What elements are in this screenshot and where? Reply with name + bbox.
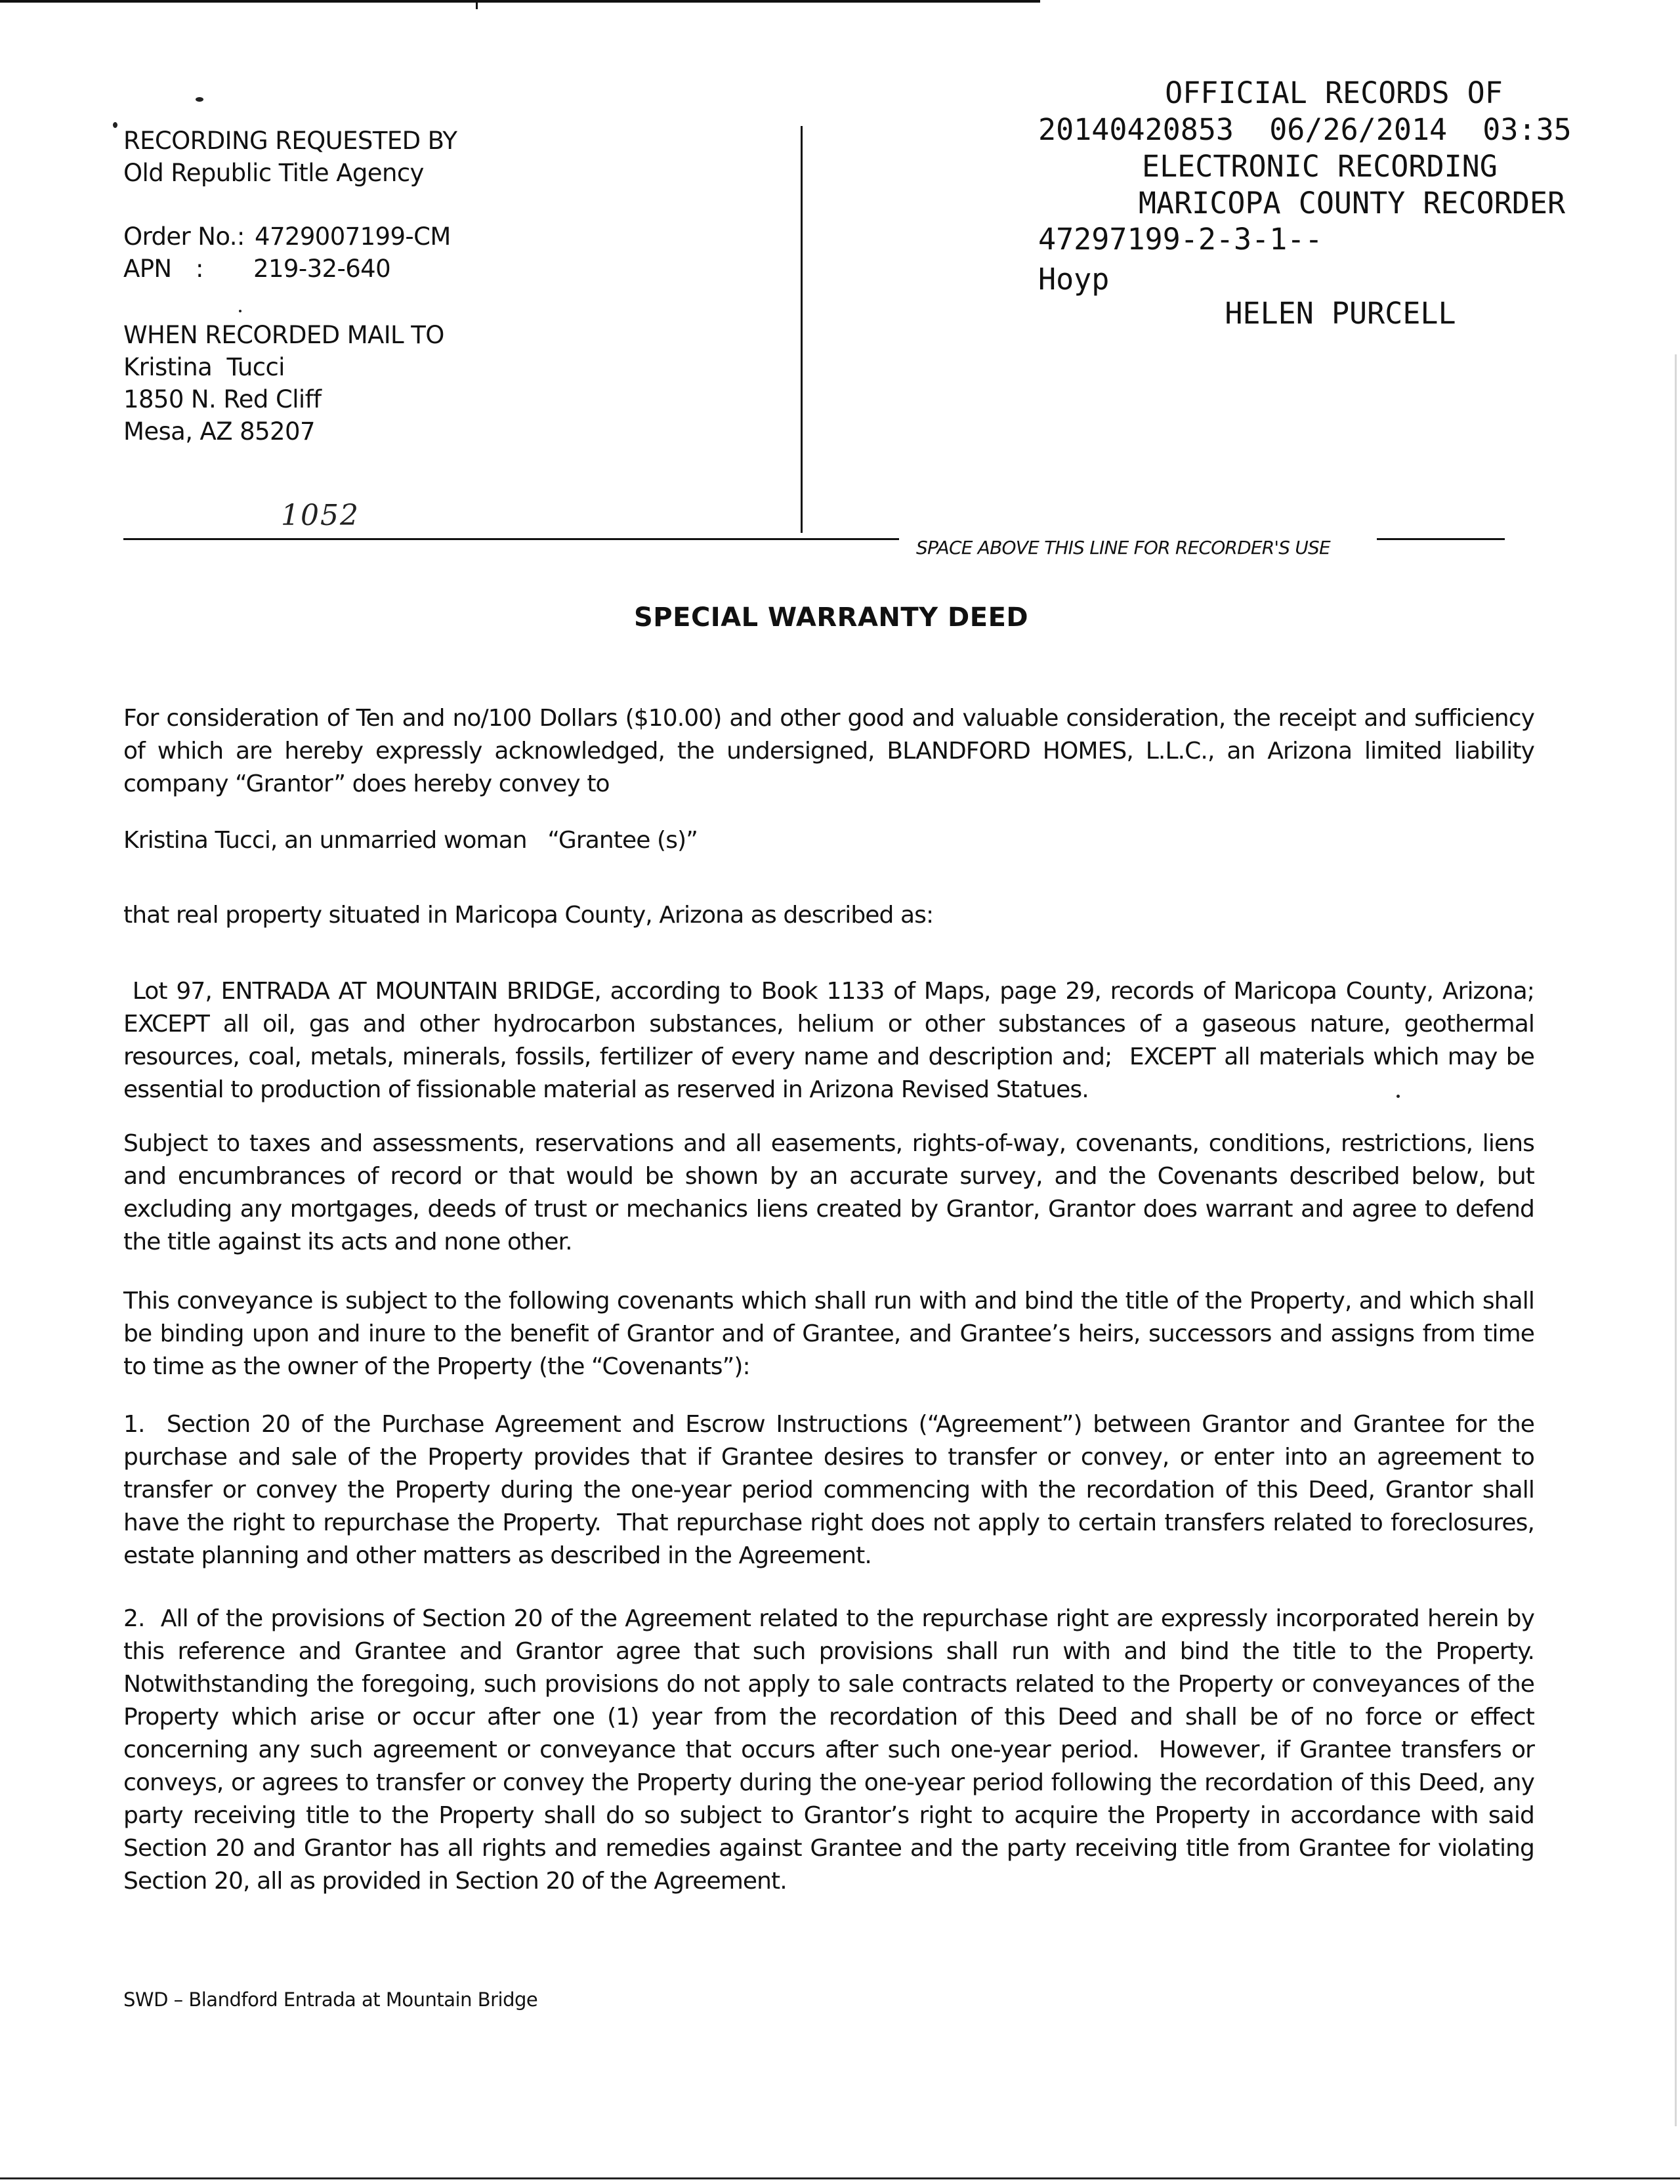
- mail-to-city: Mesa, AZ 85207: [123, 417, 315, 446]
- space-above-line-label: SPACE ABOVE THIS LINE FOR RECORDER'S USE: [916, 537, 1330, 558]
- scan-speck: [196, 97, 203, 102]
- scan-top-tick: [476, 0, 478, 9]
- mail-to-street: 1850 N. Red Cliff: [123, 385, 322, 413]
- recorder-line-left: [123, 538, 899, 540]
- recorder-stamp: [1037, 1, 1680, 369]
- recording-requested-by-label: RECORDING REQUESTED BY: [123, 127, 457, 155]
- apn-value: 219-32-640: [253, 255, 391, 283]
- apn-row: [123, 253, 780, 285]
- mail-to-label: WHEN RECORDED MAIL TO: [123, 321, 444, 349]
- order-number-label: Order No.:: [123, 222, 245, 251]
- stamp-official-records: OFFICIAL RECORDS OF: [1165, 75, 1503, 110]
- header-divider-vertical: [801, 126, 803, 533]
- order-number-row: [123, 220, 780, 253]
- order-number-value: 4729007199-CM: [255, 222, 451, 251]
- apn-label: APN: [123, 255, 172, 283]
- mail-to-name: Kristina Tucci: [123, 353, 285, 381]
- scan-top-border: [0, 0, 1040, 3]
- stamp-reference-number: 47297199-2-3-1--: [1038, 222, 1323, 257]
- recording-header: [123, 125, 780, 448]
- stamp-county-recorder: MARICOPA COUNTY RECORDER: [1138, 186, 1566, 220]
- covenant-section-2: 2. All of the provisions of Section 20 of the Agreement related to the repurchase right are expressly incorporated herein by this reference and Grantee and Grantor agree that such provisions shall run with and bind the title to the Property. Notwithstanding the foregoing, such provisions do not apply to sale contracts related to the Property or conveyances of the Property which arise or occur after one (1) year from the recordation of this Deed and shall be of no force or effect concerning any such agreement or conveyance that occurs after such one-year period. However, if Grantee transfers or conveys, or agrees to transfer or convey the Property during the one-year period following the recordation of this Deed, any party receiving title to the Property shall do so subject to Grantor’s right to acquire the Property in accordance with said Section 20 and Grantor has all rights and remedies against Grantee and the party receiving title from Grantee for violating Section 20, all as provided in Section 20 of the Agreement.: [123, 1605, 1542, 1895]
- grantee-line: Kristina Tucci, an unmarried woman “Grantee (s)”: [123, 827, 698, 854]
- property-intro-line: that real property situated in Maricopa County, Arizona as described as:: [123, 902, 934, 929]
- consideration-paragraph: For consideration of Ten and no/100 Dollars ($10.00) and other good and valuable consideration, the receipt and sufficiency of which are hereby expressly acknowledged, the undersigned, BLANDFORD HOMES, L.L.C., an Arizona limited liability company “Grantor” does hereby convey to: [123, 705, 1534, 797]
- legal-description-paragraph: Lot 97, ENTRADA AT MOUNTAIN BRIDGE, according to Book 1133 of Maps, page 29, records of Maricopa County, Arizona; EXCEPT all oil, gas and other hydrocarbon substances, helium or other substances of a gaseous nature, geothermal resources, coal, metals, minerals, fossils, fertilizer of every name and description and; EXCEPT all materials which may be essential to production of fissionable material as reserved in Arizona Revised Statues.: [123, 978, 1555, 1103]
- covenants-paragraph: This conveyance is subject to the following covenants which shall run with and bind the title of the Property, and which shall be binding upon and inure to the benefit of Grantor and of Grantee, and Grantee’s heirs, successors and assigns from time to time as the owner of the Property (the “Covenants”):: [123, 1288, 1534, 1380]
- stamp-electronic-recording: ELECTRONIC RECORDING: [1142, 149, 1498, 184]
- apn-colon: :: [196, 255, 203, 283]
- requested-by-value: Old Republic Title Agency: [123, 159, 424, 187]
- handwritten-note: 1052: [281, 499, 360, 532]
- scan-bottom-border: [0, 2177, 1680, 2179]
- scan-right-edge: [1675, 354, 1677, 2126]
- document-footer: SWD – Blandford Entrada at Mountain Bridge: [123, 1988, 538, 2011]
- subject-to-paragraph: Subject to taxes and assessments, reservations and all easements, rights-of-way, covenants, conditions, restrictions, liens and encumbrances of record or that would be shown by an accurate survey, and the Covenants described below, but excluding any mortgages, deeds of trust or mechanics liens created by Grantor, Grantor does warrant and agree to defend the title against its acts and none other.: [123, 1130, 1534, 1255]
- stamp-record-number-date: 20140420853 06/26/2014 03:35: [1038, 112, 1572, 147]
- stamp-reference-code: Hoyp: [1038, 262, 1110, 297]
- recorder-line-right: [1377, 538, 1505, 540]
- stamp-recorder-name: HELEN PURCELL: [1225, 296, 1456, 331]
- scan-speck: [113, 122, 117, 128]
- document-title: SPECIAL WARRANTY DEED: [634, 602, 1029, 633]
- covenant-section-1: 1. Section 20 of the Purchase Agreement and Escrow Instructions (“Agreement”) between Grantor and Grantee for the purchase and sale of the Property provides that if Grantee desires to transfer or convey, or enter into an agreement to transfer or convey the Property during the one-year period commencing with the recordation of this Deed, Grantor shall have the right to repurchase the Property. That repurchase right does not apply to certain transfers related to foreclosures, estate planning and other matters as described in the Agreement.: [123, 1411, 1542, 1569]
